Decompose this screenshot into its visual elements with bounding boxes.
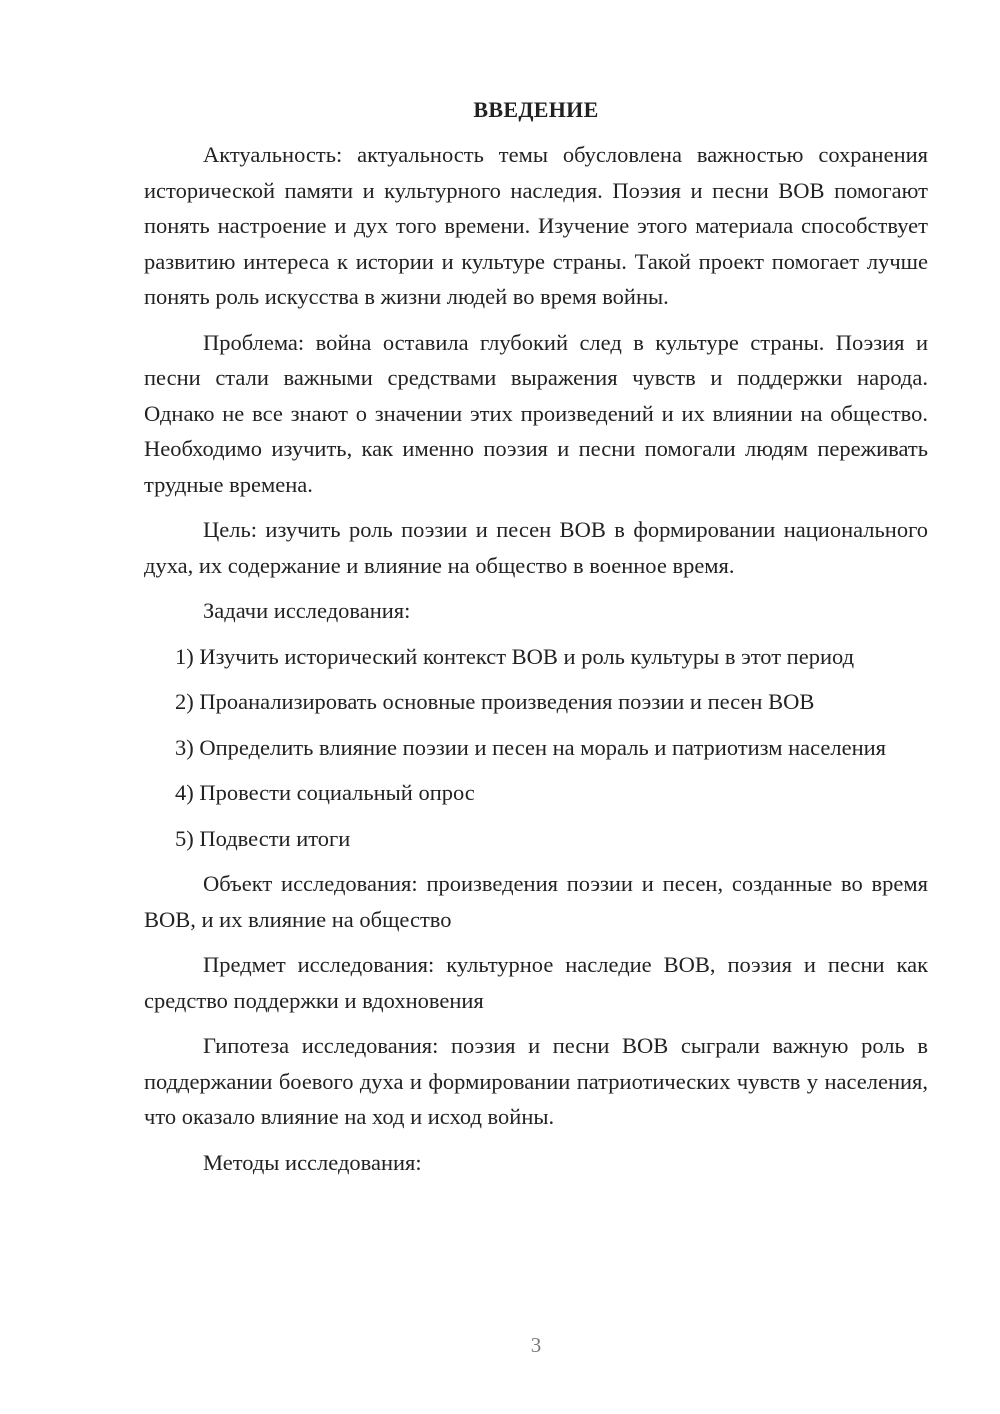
hypothesis-paragraph: Гипотеза исследования: поэзия и песни ВОВ сыграли важную роль в поддержании боевого духа и формировании патриотических чувств у населения, что оказало влияние на ход и исход войны.	[144, 1033, 928, 1129]
task-item-2: 2) Проанализировать основные произведения поэзии и песен ВОВ	[175, 689, 815, 714]
methods-title: Методы исследования:	[203, 1149, 422, 1175]
document-page	[144, 95, 928, 1190]
tasks-title: Задачи исследования:	[203, 598, 411, 623]
task-item-3: 3) Определить влияние поэзии и песен на мораль и патриотизм населения	[175, 734, 887, 760]
goal-paragraph: Цель: изучить роль поэзии и песен ВОВ в формировании национального духа, их содержание и влияние на общество в военное время.	[144, 517, 928, 578]
problem-paragraph: Проблема: война оставила глубокий след в культуре страны. Поэзия и песни стали важными средствами выражения чувств и поддержки народа. Однако не все знают о значении этих произведений и их влиянии на общество. Необходимо изучить, как именно поэзия и песни помогали людям переживать трудные времена.	[144, 329, 928, 497]
page-title: ВВЕДЕНИЕ	[473, 97, 599, 122]
subject-paragraph: Предмет исследования: культурное наследие ВОВ, поэзия и песни как средство поддержки и вдохновения	[144, 952, 928, 1013]
object-paragraph: Объект исследования: произведения поэзии и песен, созданные во время ВОВ, и их влияние на общество	[144, 871, 928, 932]
relevance-paragraph: Актуальность: актуальность темы обусловлена важностью сохранения исторической памяти и культурного наследия. Поэзия и песни ВОВ помогают понять настроение и дух того времени. Изучение этого материала способствует развитию интереса к истории и культуре страны. Такой проект помогает лучше понять роль искусства в жизни людей во время войны.	[144, 142, 928, 309]
task-item-5: 5) Подвести итоги	[175, 825, 351, 851]
task-item-1: 1) Изучить исторический контекст ВОВ и роль культуры в этот период	[175, 643, 855, 669]
task-item-4: 4) Провести социальный опрос	[175, 780, 475, 805]
page-number: 3	[530, 1333, 542, 1357]
